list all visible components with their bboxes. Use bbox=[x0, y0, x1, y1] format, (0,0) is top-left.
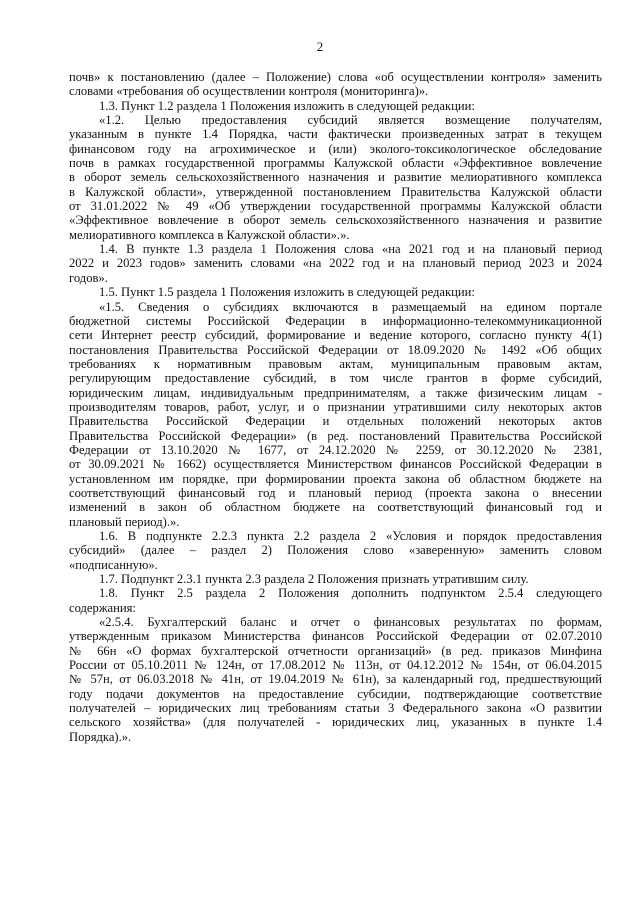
text-line: № 66н «О формах бухгалтерской отчетности организаций» (в ред. приказов Минфина bbox=[69, 643, 602, 658]
text-line: получателей – юридических лиц требованиям статьи 3 Федерального закона «О развитии bbox=[69, 701, 602, 716]
text-line: юридическим лицам, индивидуальным предпринимателям, а также физическим лицам - bbox=[69, 385, 602, 400]
text-line: России от 05.10.2011 № 124н, от 17.08.2012 № 113н, от 04.12.2012 № 154н, от 06.04.2015 bbox=[69, 658, 602, 673]
text-line: 1.4. В пункте 1.3 раздела 1 Положения слова «на 2021 год и на плановый период bbox=[99, 242, 602, 257]
text-line: Правительства Российской Федерации и отдельных положений некоторых актов bbox=[69, 414, 602, 429]
text-line: соответствующий финансовый год и плановый период (проекта закона о внесении bbox=[69, 485, 602, 500]
text-line: указанным в пункте 1.4 Порядка, части фактически произведенных затрат в текущем bbox=[69, 127, 602, 142]
text-line: Правительства Российской Федерации» (в ред. постановлений Правительства Российской bbox=[69, 428, 602, 443]
text-line: словами «требования об осуществлении контроля (мониторинга)». bbox=[69, 84, 429, 99]
text-line: «1.5. Сведения о субсидиях включаются в размещаемый на едином портале bbox=[99, 299, 602, 314]
text-line: в оборот земель сельскохозяйственного назначения и развитие мелиоративного комплекса bbox=[69, 170, 602, 185]
text-line: № 57н, от 06.03.2018 № 41н, от 19.04.2019 № 61н), за календарный год, предшествующий bbox=[69, 672, 602, 687]
text-line: регулирующим предоставление субсидий, в том числе грантов в форме субсидий, bbox=[69, 371, 602, 386]
text-line: «Эффективное вовлечение в оборот земель сельскохозяйственного назначения и развитие bbox=[69, 213, 602, 228]
text-line: финансовом году на агрохимическое и (или) эколого-токсикологическое обследование bbox=[69, 141, 602, 156]
text-line: почв» к постановлению (далее – Положение) слова «об осуществлении контроля» заменить bbox=[69, 70, 602, 84]
text-line: сети Интернет реестр субсидий, формирование и ведение которого, согласно пункту 4(1) bbox=[69, 328, 602, 343]
text-line: производителям товаров, работ, услуг, и о признании утратившими силу некоторых актов bbox=[69, 399, 602, 414]
text-line: «2.5.4. Бухгалтерский баланс и отчет о финансовых результатах по формам, bbox=[99, 615, 602, 630]
text-line: плановый период).». bbox=[69, 514, 180, 529]
text-line: бюджетной системы Российской Федерации в информационно-телекоммуникационной bbox=[69, 313, 602, 328]
text-line: «1.2. Целью предоставления субсидий является возмещение получателям, bbox=[99, 113, 602, 128]
text-line: содержания: bbox=[69, 600, 136, 615]
text-line: 1.3. Пункт 1.2 раздела 1 Положения изложить в следующей редакции: bbox=[99, 98, 475, 113]
text-line: 1.6. В подпункте 2.2.3 пункта 2.2 раздела 2 «Условия и порядок предоставления bbox=[99, 529, 602, 543]
text-line: 1.8. Пункт 2.5 раздела 2 Положения дополнить подпунктом 2.5.4 следующего bbox=[99, 586, 602, 601]
text-line: постановления Правительства Российской Федерации от 18.09.2020 № 1492 «Об общих bbox=[69, 342, 602, 357]
text-line: «подписанную». bbox=[69, 557, 158, 572]
text-line: требованиях к нормативным правовым актам, муниципальным правовым актам, bbox=[69, 356, 602, 371]
text-line: сельского хозяйства» (для получателей - юридических лиц, указанных в пункте 1.4 bbox=[69, 715, 602, 730]
text-line: субсидий» (далее – раздел 2) Положения слово «заверенную» заменить словом bbox=[69, 543, 602, 558]
page-number: 2 bbox=[316, 39, 324, 54]
text-line: в Калужской области», утвержденной постановлением Правительства Калужской области bbox=[69, 184, 602, 199]
text-line: годов». bbox=[69, 270, 108, 285]
text-line: изменений в закон об областном бюджете на соответствующий финансовый год и bbox=[69, 500, 602, 515]
text-line: мелиоративного комплекса в Калужской области».». bbox=[69, 227, 350, 242]
text-line: 2022 и 2023 годов» заменить словами «на 2022 год и на плановый период 2023 и 2024 bbox=[69, 256, 602, 271]
text-line: Федерации от 13.10.2020 № 1677, от 24.12.2020 № 2259, от 30.12.2020 № 2381, bbox=[69, 442, 602, 457]
text-line: Порядка).». bbox=[69, 729, 132, 744]
text-line: от 31.01.2022 № 49 «Об утверждении государственной программы Калужской области bbox=[69, 199, 602, 214]
text-line: 1.7. Подпункт 2.3.1 пункта 2.3 раздела 2 Положения признать утратившим силу. bbox=[99, 572, 529, 587]
text-line: 1.5. Пункт 1.5 раздела 1 Положения изложить в следующей редакции: bbox=[99, 285, 475, 300]
text-line: установленном им порядке, при формировании проекта закона об областном бюджете на bbox=[69, 471, 602, 486]
text-line: от 30.09.2021 № 1662) осуществляется Министерством финансов Российской Федерации в bbox=[69, 457, 602, 472]
text-line: году подачи документов на предоставление субсидии, подтверждающие соответствие bbox=[69, 686, 602, 701]
text-line: утвержденным приказом Министерства финансов Российской Федерации от 02.07.2010 bbox=[69, 629, 602, 644]
document-body bbox=[69, 70, 602, 744]
text-line: почв в рамках государственной программы Калужской области «Эффективное вовлечение bbox=[69, 156, 602, 171]
